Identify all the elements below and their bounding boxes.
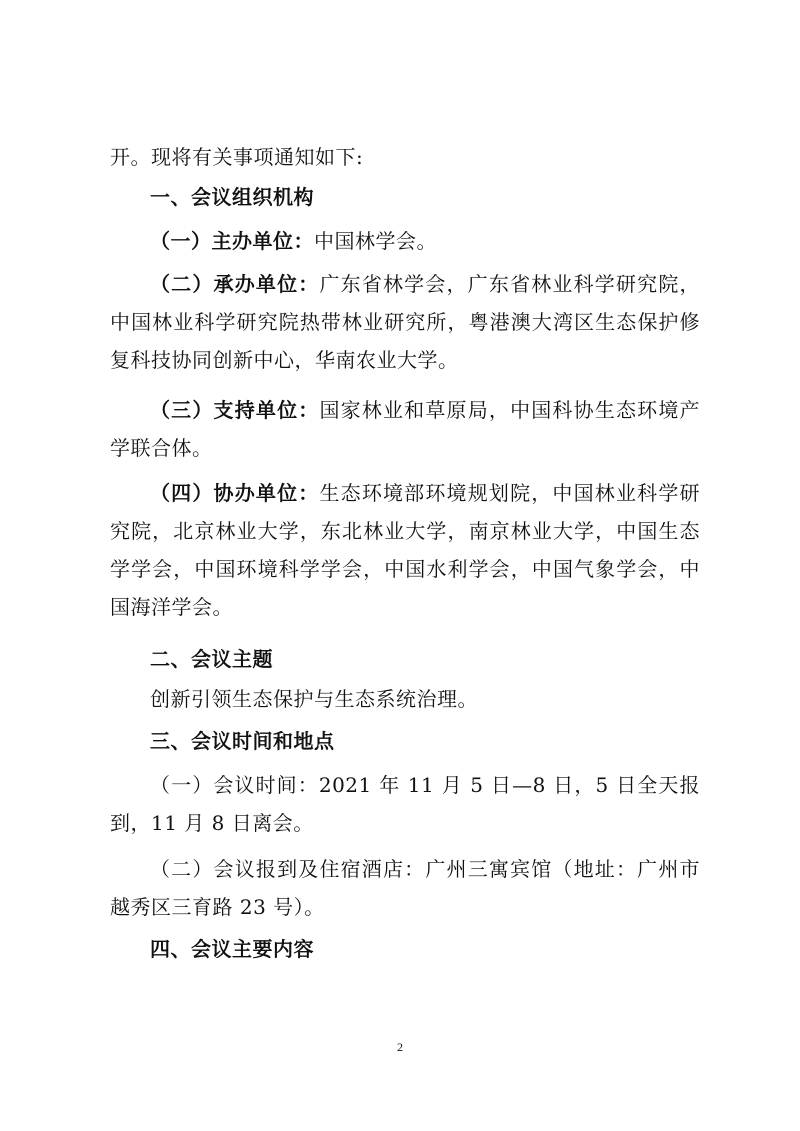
- host-text: 广东省林学会，广东省林业科学研究院，中国林业科学研究院热带林业研究所，粤港澳大湾区生态保护修复科技协同创新中心，华南农业大学。: [110, 272, 701, 372]
- organizer-text: 中国林学会。: [314, 229, 437, 253]
- co-organizer-text: 生态环境部环境规划院，中国林业科学研究院，北京林业大学，东北林业大学，南京林业大学，中国生态学学会，中国环境科学学会，中国水利学会，中国气象学会，中国海洋学会。: [110, 481, 701, 619]
- support-item: [110, 391, 700, 467]
- support-label: （三）支持单位：: [150, 398, 320, 422]
- theme-text: 创新引领生态保护与生态系统治理。: [150, 687, 478, 711]
- venue-item: （二）会议报到及住宿酒店：广州三寓宾馆（地址：广州市越秀区三育路 23 号）。: [110, 857, 700, 919]
- section-1-title: 一、会议组织机构: [150, 185, 314, 209]
- host-item: [110, 265, 700, 379]
- intro-line: 开。现将有关事项通知如下:: [110, 145, 364, 169]
- organizer-label: （一）主办单位：: [150, 229, 314, 253]
- section-2-title: 二、会议主题: [150, 647, 273, 671]
- time-item: （一）会议时间：2021 年 11 月 5 日—8 日，5 日全天报到，11 月 8 日离会。: [110, 773, 700, 835]
- support-text: 国家林业和草原局，中国科协生态环境产学联合体。: [110, 398, 701, 460]
- host-label: （二）承办单位：: [150, 272, 320, 296]
- organizer-item: [110, 222, 700, 260]
- section-3-title: 三、会议时间和地点: [150, 729, 335, 753]
- co-organizer-label: （四）协办单位：: [150, 481, 320, 505]
- co-organizer-item: [110, 474, 700, 626]
- page-number: 2: [397, 1040, 403, 1054]
- section-4-title: 四、会议主要内容: [150, 937, 314, 961]
